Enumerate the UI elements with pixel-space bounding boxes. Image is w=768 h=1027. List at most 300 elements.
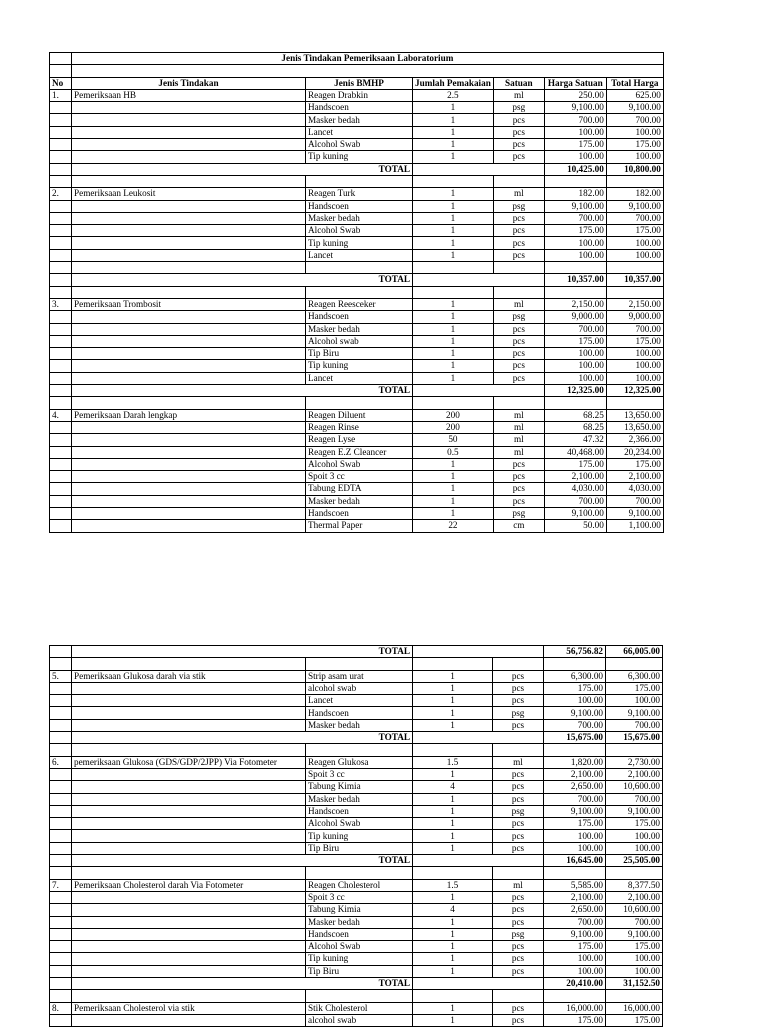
unit-price-cell: 100.00 (544, 842, 606, 854)
bmhp-cell: Masker bedah (306, 793, 413, 805)
blank-cell (493, 262, 544, 274)
blank-cell (72, 397, 306, 409)
blank-cell (72, 139, 306, 151)
total-price-cell: 2,366.00 (606, 434, 663, 446)
qty-cell: 1 (413, 471, 494, 483)
unit-cell: pcs (493, 335, 544, 347)
total-label: TOTAL (72, 855, 413, 867)
table-row (50, 446, 664, 458)
total-price-cell: 182.00 (606, 188, 663, 200)
section-number: 2. (50, 188, 72, 200)
blank-cell (50, 65, 72, 77)
blank-cell (306, 262, 413, 274)
blank-cell (72, 891, 306, 903)
qty-cell: 1 (413, 139, 494, 151)
blank-cell (50, 262, 72, 274)
table-row (50, 421, 664, 433)
table-row (50, 212, 664, 224)
total-row (50, 855, 663, 867)
total-row (50, 274, 664, 286)
qty-cell: 1 (413, 188, 494, 200)
total-price-cell: 2,150.00 (606, 298, 663, 310)
table-row (50, 311, 664, 323)
total-price-cell: 175.00 (606, 818, 663, 830)
unit-price-cell: 6,300.00 (544, 670, 606, 682)
bmhp-cell: Handscoen (306, 200, 413, 212)
unit-price-cell: 2,100.00 (544, 471, 606, 483)
blank-cell (72, 520, 306, 532)
blank-cell (50, 249, 72, 261)
blank-cell (50, 1014, 72, 1026)
table-row (50, 707, 663, 719)
blank-cell (72, 916, 306, 928)
bmhp-cell: Handscoen (306, 805, 413, 817)
unit-cell: pcs (493, 237, 544, 249)
blank-cell (413, 274, 545, 286)
unit-price-cell: 50.00 (544, 520, 606, 532)
blank-cell (493, 744, 544, 756)
header-total: Total Harga (606, 77, 663, 89)
total-price-cell: 2,100.00 (606, 471, 663, 483)
total-unit-price: 15,675.00 (544, 732, 606, 744)
total-sum: 10,800.00 (606, 163, 663, 175)
qty-cell: 200 (413, 421, 494, 433)
qty-cell: 1 (413, 151, 494, 163)
unit-price-cell: 100.00 (544, 372, 606, 384)
table-row (50, 830, 663, 842)
table-row (50, 695, 663, 707)
total-sum: 66,005.00 (606, 646, 663, 658)
blank-cell (544, 286, 606, 298)
unit-price-cell: 40,468.00 (544, 446, 606, 458)
bmhp-cell: Lancet (306, 249, 413, 261)
section-number: 6. (50, 756, 72, 768)
blank-cell (72, 360, 306, 372)
blank-cell (72, 507, 306, 519)
blank-cell (72, 212, 306, 224)
section-number: 5. (50, 670, 72, 682)
section-name: Pemeriksaan Cholesterol darah Via Fotometer (72, 879, 306, 891)
blank-cell (50, 990, 72, 1002)
table-row (50, 348, 664, 360)
table-row (50, 409, 664, 421)
bmhp-cell: Alcohol Swab (306, 818, 413, 830)
qty-cell: 1 (413, 818, 493, 830)
blank-cell (50, 434, 72, 446)
table-row (50, 188, 664, 200)
blank-cell (50, 941, 72, 953)
blank-cell (606, 262, 663, 274)
qty-cell: 1 (413, 830, 493, 842)
unit-price-cell: 175.00 (544, 458, 606, 470)
bmhp-cell: alcohol swab (306, 682, 413, 694)
qty-cell: 1 (413, 495, 494, 507)
bmhp-cell: Tip kuning (306, 953, 413, 965)
blank-cell (306, 744, 413, 756)
table-row (50, 879, 663, 891)
blank-cell (50, 953, 72, 965)
blank-cell (606, 744, 663, 756)
qty-cell: 1 (413, 719, 493, 731)
blank-cell (544, 262, 606, 274)
total-sum: 10,357.00 (606, 274, 663, 286)
blank-row (50, 65, 664, 77)
unit-cell: ml (493, 409, 544, 421)
qty-cell: 1 (413, 458, 494, 470)
unit-cell: pcs (493, 953, 544, 965)
header-jumlah: Jumlah Pemakaian (413, 77, 494, 89)
total-row (50, 732, 663, 744)
unit-price-cell: 2,650.00 (544, 781, 606, 793)
blank-cell (72, 941, 306, 953)
unit-cell: pcs (493, 225, 544, 237)
total-price-cell: 175.00 (606, 941, 663, 953)
blank-cell (72, 953, 306, 965)
total-label: TOTAL (72, 978, 413, 990)
blank-cell (50, 646, 72, 658)
unit-cell: psg (493, 928, 544, 940)
blank-cell (50, 495, 72, 507)
unit-price-cell: 175.00 (544, 1014, 606, 1026)
blank-cell (50, 421, 72, 433)
section-name: Pemeriksaan Darah lengkap (72, 409, 306, 421)
blank-cell (544, 867, 606, 879)
table-row (50, 768, 663, 780)
blank-cell (72, 200, 306, 212)
total-row (50, 978, 663, 990)
unit-cell: ml (493, 421, 544, 433)
blank-cell (72, 126, 306, 138)
bmhp-cell: Handscoen (306, 507, 413, 519)
qty-cell: 1 (413, 212, 494, 224)
blank-row (50, 175, 664, 187)
blank-cell (50, 658, 72, 670)
blank-cell (50, 719, 72, 731)
blank-cell (306, 658, 413, 670)
bmhp-cell: Tip kuning (306, 151, 413, 163)
unit-price-cell: 100.00 (544, 953, 606, 965)
blank-cell (72, 495, 306, 507)
blank-cell (72, 335, 306, 347)
blank-cell (413, 990, 493, 1002)
unit-price-cell: 68.25 (544, 409, 606, 421)
blank-cell (50, 175, 72, 187)
unit-cell: ml (493, 188, 544, 200)
header-no: No (50, 77, 72, 89)
blank-cell (72, 682, 306, 694)
section-name: Pemeriksaan Leukosit (72, 188, 306, 200)
bmhp-cell: Spoit 3 cc (306, 891, 413, 903)
blank-cell (50, 830, 72, 842)
qty-cell: 1 (413, 335, 494, 347)
blank-cell (72, 842, 306, 854)
blank-cell (72, 225, 306, 237)
unit-cell: pcs (493, 139, 544, 151)
blank-cell (606, 658, 663, 670)
lab-cost-table-page-1 (49, 52, 664, 533)
total-label: TOTAL (72, 274, 413, 286)
blank-cell (50, 483, 72, 495)
bmhp-cell: Reagen Lyse (306, 434, 413, 446)
table-row (50, 670, 663, 682)
qty-cell: 1 (413, 311, 494, 323)
table-row (50, 114, 664, 126)
blank-cell (72, 744, 306, 756)
total-price-cell: 100.00 (606, 830, 663, 842)
blank-cell (413, 286, 494, 298)
blank-cell (50, 335, 72, 347)
unit-price-cell: 700.00 (544, 916, 606, 928)
header-tindakan: Jenis Tindakan (72, 77, 306, 89)
unit-cell: ml (493, 756, 544, 768)
qty-cell: 1 (413, 114, 494, 126)
unit-cell: ml (493, 446, 544, 458)
blank-cell (50, 151, 72, 163)
total-price-cell: 700.00 (606, 495, 663, 507)
unit-cell: pcs (493, 768, 544, 780)
table-row (50, 372, 664, 384)
blank-cell (50, 928, 72, 940)
blank-cell (72, 151, 306, 163)
total-price-cell: 6,300.00 (606, 670, 663, 682)
unit-cell: pcs (493, 818, 544, 830)
blank-cell (413, 658, 493, 670)
total-price-cell: 9,100.00 (606, 507, 663, 519)
unit-price-cell: 1,820.00 (544, 756, 606, 768)
total-price-cell: 625.00 (606, 89, 663, 101)
blank-cell (493, 658, 544, 670)
qty-cell: 50 (413, 434, 494, 446)
total-price-cell: 175.00 (606, 682, 663, 694)
total-price-cell: 9,100.00 (606, 805, 663, 817)
bmhp-cell: Handscoen (306, 928, 413, 940)
blank-cell (50, 360, 72, 372)
total-unit-price: 10,425.00 (544, 163, 606, 175)
blank-cell (72, 1014, 306, 1026)
bmhp-cell: Masker bedah (306, 719, 413, 731)
bmhp-cell: Tip kuning (306, 360, 413, 372)
bmhp-cell: Alcohol Swab (306, 941, 413, 953)
blank-cell (72, 707, 306, 719)
unit-cell: pcs (493, 1002, 544, 1014)
blank-cell (413, 385, 545, 397)
qty-cell: 1 (413, 768, 493, 780)
total-price-cell: 16,000.00 (606, 1002, 663, 1014)
qty-cell: 1 (413, 372, 494, 384)
blank-cell (50, 520, 72, 532)
blank-cell (72, 928, 306, 940)
bmhp-cell: Reagen Rinse (306, 421, 413, 433)
blank-cell (72, 904, 306, 916)
unit-cell: ml (493, 89, 544, 101)
blank-cell (50, 225, 72, 237)
bmhp-cell: Alcohol Swab (306, 225, 413, 237)
unit-cell: psg (493, 311, 544, 323)
table-row (50, 126, 664, 138)
total-price-cell: 4,030.00 (606, 483, 663, 495)
qty-cell: 1 (413, 682, 493, 694)
qty-cell: 1.5 (413, 879, 493, 891)
table-row (50, 818, 663, 830)
blank-cell (50, 163, 72, 175)
blank-cell (72, 965, 306, 977)
qty-cell: 1 (413, 249, 494, 261)
blank-cell (50, 286, 72, 298)
table-row (50, 805, 663, 817)
blank-cell (72, 372, 306, 384)
blank-cell (306, 990, 413, 1002)
section-number: 7. (50, 879, 72, 891)
total-label: TOTAL (72, 163, 413, 175)
total-price-cell: 175.00 (606, 139, 663, 151)
section-name: Pemeriksaan HB (72, 89, 306, 101)
unit-price-cell: 100.00 (544, 965, 606, 977)
unit-cell: pcs (493, 372, 544, 384)
table-row (50, 904, 663, 916)
table-row (50, 965, 663, 977)
unit-cell: pcs (493, 471, 544, 483)
unit-cell: pcs (493, 151, 544, 163)
qty-cell: 1 (413, 225, 494, 237)
blank-cell (606, 990, 663, 1002)
unit-price-cell: 9,000.00 (544, 311, 606, 323)
blank-cell (50, 793, 72, 805)
unit-cell: ml (493, 434, 544, 446)
unit-cell: pcs (493, 891, 544, 903)
bmhp-cell: Spoit 3 cc (306, 768, 413, 780)
blank-cell (413, 978, 544, 990)
qty-cell: 2.5 (413, 89, 494, 101)
table-row (50, 1002, 663, 1014)
bmhp-cell: Alcohol swab (306, 335, 413, 347)
bmhp-cell: Lancet (306, 695, 413, 707)
blank-cell (606, 175, 663, 187)
total-label: TOTAL (72, 732, 413, 744)
blank-cell (413, 732, 544, 744)
qty-cell: 1 (413, 348, 494, 360)
blank-cell (306, 175, 413, 187)
bmhp-cell: Masker bedah (306, 495, 413, 507)
total-price-cell: 100.00 (606, 842, 663, 854)
total-price-cell: 175.00 (606, 1014, 663, 1026)
qty-cell: 1 (413, 507, 494, 519)
section-number: 4. (50, 409, 72, 421)
unit-price-cell: 100.00 (544, 126, 606, 138)
blank-row (50, 397, 664, 409)
unit-cell: pcs (493, 212, 544, 224)
total-row (50, 646, 663, 658)
unit-price-cell: 700.00 (544, 719, 606, 731)
bmhp-cell: Masker bedah (306, 323, 413, 335)
unit-cell: cm (493, 520, 544, 532)
blank-cell (544, 990, 606, 1002)
header-harga: Harga Satuan (544, 77, 606, 89)
unit-price-cell: 100.00 (544, 249, 606, 261)
table-row (50, 335, 664, 347)
blank-cell (413, 867, 493, 879)
blank-cell (50, 323, 72, 335)
bmhp-cell: Masker bedah (306, 916, 413, 928)
qty-cell: 0.5 (413, 446, 494, 458)
unit-price-cell: 700.00 (544, 114, 606, 126)
blank-cell (50, 978, 72, 990)
unit-price-cell: 700.00 (544, 793, 606, 805)
blank-cell (50, 372, 72, 384)
total-price-cell: 2,100.00 (606, 768, 663, 780)
qty-cell: 1 (413, 707, 493, 719)
bmhp-cell: Tabung Kimia (306, 904, 413, 916)
bmhp-cell: Masker bedah (306, 212, 413, 224)
blank-cell (306, 397, 413, 409)
table-row (50, 458, 664, 470)
blank-cell (50, 139, 72, 151)
blank-cell (306, 286, 413, 298)
bmhp-cell: Handscoen (306, 707, 413, 719)
qty-cell: 1 (413, 1014, 493, 1026)
unit-price-cell: 700.00 (544, 323, 606, 335)
total-price-cell: 2,100.00 (606, 891, 663, 903)
table-row (50, 434, 664, 446)
qty-cell: 1 (413, 483, 494, 495)
qty-cell: 4 (413, 781, 493, 793)
blank-cell (50, 695, 72, 707)
blank-cell (50, 237, 72, 249)
unit-cell: pcs (493, 495, 544, 507)
table-row (50, 793, 663, 805)
unit-cell: pcs (493, 842, 544, 854)
table-row (50, 928, 663, 940)
table-row (50, 916, 663, 928)
qty-cell: 1 (413, 126, 494, 138)
unit-price-cell: 175.00 (544, 335, 606, 347)
blank-cell (50, 458, 72, 470)
table-row (50, 781, 663, 793)
bmhp-cell: Reagen Reesceker (306, 298, 413, 310)
unit-price-cell: 700.00 (544, 212, 606, 224)
blank-cell (493, 397, 544, 409)
unit-cell: pcs (493, 249, 544, 261)
qty-cell: 1 (413, 237, 494, 249)
section-name: pemeriksaan Glukosa (GDS/GDP/2JPP) Via Fotometer (72, 756, 306, 768)
unit-cell: pcs (493, 458, 544, 470)
unit-price-cell: 100.00 (544, 237, 606, 249)
table-row (50, 298, 664, 310)
unit-cell: pcs (493, 126, 544, 138)
unit-cell: pcs (493, 830, 544, 842)
bmhp-cell: Masker bedah (306, 114, 413, 126)
table-row (50, 323, 664, 335)
blank-cell (50, 744, 72, 756)
blank-cell (50, 965, 72, 977)
bmhp-cell: Handscoen (306, 311, 413, 323)
total-price-cell: 100.00 (606, 126, 663, 138)
total-price-cell: 700.00 (606, 793, 663, 805)
total-sum: 12,325.00 (606, 385, 663, 397)
blank-cell (50, 311, 72, 323)
qty-cell: 1 (413, 1002, 493, 1014)
total-price-cell: 100.00 (606, 348, 663, 360)
blank-cell (50, 818, 72, 830)
table-row (50, 842, 663, 854)
blank-cell (493, 867, 544, 879)
bmhp-cell: Handscoen (306, 102, 413, 114)
blank-cell (50, 891, 72, 903)
unit-cell: pcs (493, 965, 544, 977)
blank-cell (72, 805, 306, 817)
blank-cell (306, 867, 413, 879)
blank-cell (413, 163, 545, 175)
unit-cell: pcs (493, 670, 544, 682)
